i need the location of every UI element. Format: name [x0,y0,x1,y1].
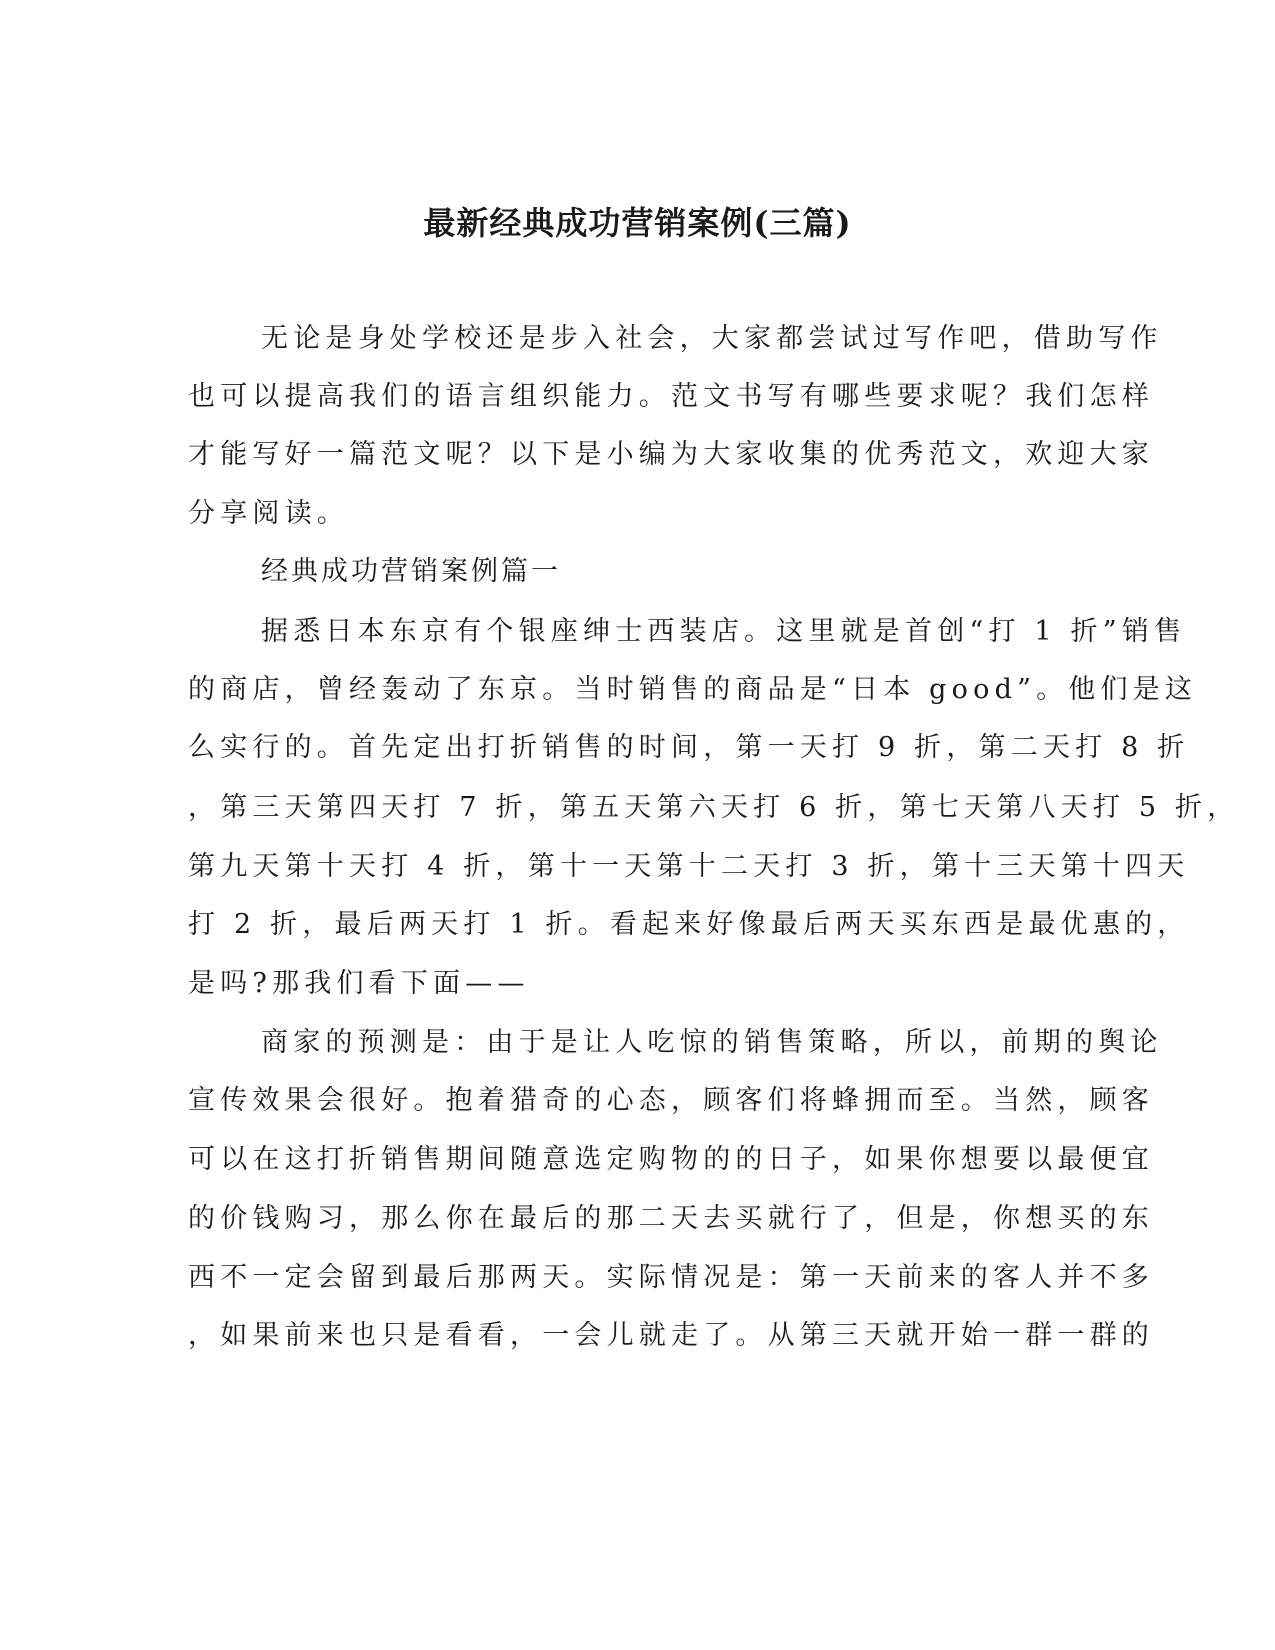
document-title: 最新经典成功营销案例(三篇) [423,204,852,242]
paragraph2-line-4: 的价钱购习，那么你在最后的那二天去买就行了，但是，你想买的东 [188,1203,1154,1234]
paragraph1-line-5: 第九天第十天打 4 折，第十一天第十二天打 3 折，第十三天第十四天 [188,851,1190,882]
paragraph1-line-3: 么实行的。首先定出打折销售的时间，第一天打 9 折，第二天打 8 折 [188,732,1190,763]
intro-line-4: 分享阅读。 [188,498,349,529]
paragraph2-line-1: 商家的预测是：由于是让人吃惊的销售策略，所以，前期的舆论 [261,1027,1163,1058]
paragraph1-line-7: 是吗?那我们看下面—— [188,968,530,999]
section-heading: 经典成功营销案例篇一 [261,556,561,587]
intro-line-2: 也可以提高我们的语言组织能力。范文书写有哪些要求呢？我们怎样 [188,381,1154,412]
paragraph1-line-2: 的商店，曾经轰动了东京。当时销售的商品是“日本 good”。他们是这 [188,674,1198,705]
paragraph2-line-3: 可以在这打折销售期间随意选定购物的的日子，如果你想要以最便宜 [188,1144,1154,1175]
paragraph1-line-6: 打 2 折，最后两天打 1 折。看起来好像最后两天买东西是最优惠的， [188,909,1190,940]
paragraph1-line-1: 据悉日本东京有个银座绅士西装店。这里就是首创“打 1 折”销售 [261,616,1187,647]
paragraph2-line-6: ，如果前来也只是看看，一会儿就走了。从第三天就开始一群一群的 [188,1320,1154,1351]
paragraph2-line-5: 西不一定会留到最后那两天。实际情况是：第一天前来的客人并不多 [188,1262,1154,1293]
intro-line-1: 无论是身处学校还是步入社会，大家都尝试过写作吧，借助写作 [261,323,1163,354]
paragraph2-line-2: 宣传效果会很好。抱着猎奇的心态，顾客们将蜂拥而至。当然，顾客 [188,1085,1154,1116]
paragraph1-line-4: ，第三天第四天打 7 折，第五天第六天打 6 折，第七天第八天打 5 折， [188,792,1240,823]
intro-line-3: 才能写好一篇范文呢？以下是小编为大家收集的优秀范文，欢迎大家 [188,439,1154,470]
